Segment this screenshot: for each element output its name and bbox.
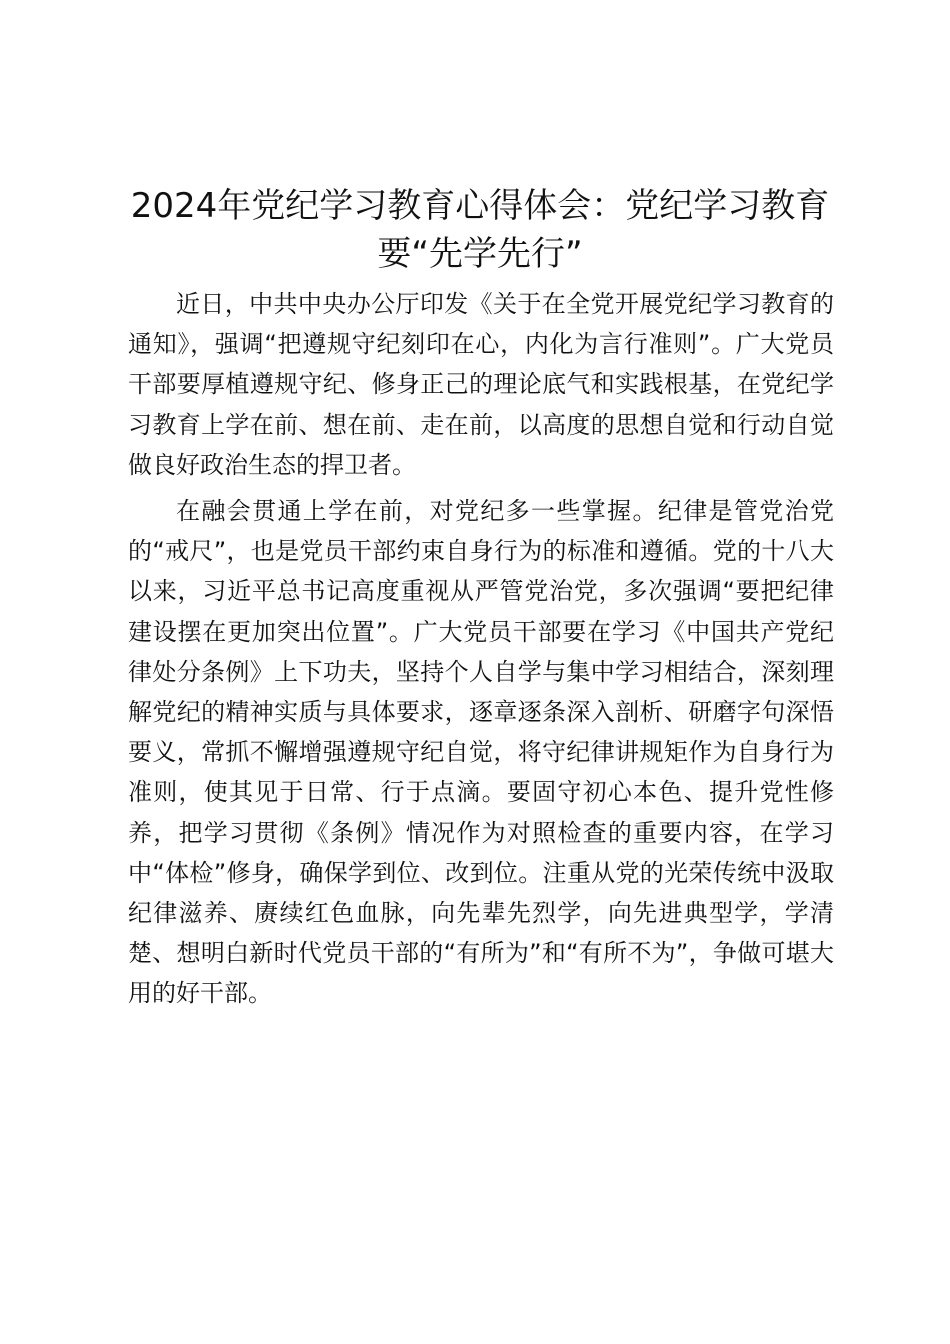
paragraph-1: 近日，中共中央办公厅印发《关于在全党开展党纪学习教育的通知》，强调“把遵规守纪刻印在心，内化为言行准则”。广大党员干部要厚植遵规守纪、修身正己的理论底气和实践根基，在党纪学习教育上学在前、想在前、走在前，以高度的思想自觉和行动自觉做良好政治生态的捍卫者。 [128, 290, 834, 479]
paragraph-2: 在融会贯通上学在前，对党纪多一些掌握。纪律是管党治党的“戒尺”，也是党员干部约束自身行为的标准和遵循。党的十八大以来，习近平总书记高度重视从严管党治党，多次强调“要把纪律建设摆在更加突出位置”。广大党员干部要在学习《中国共产党纪律处分条例》上下功夫，坚持个人自学与集中学习相结合，深刻理解党纪的精神实质与具体要求，逐章逐条深入剖析、研磨字句深悟要义，常抓不懈增强遵规守纪自觉，将守纪律讲规矩作为自身行为准则，使其见于日常、行于点滴。要固守初心本色、提升党性修养，把学习贯彻《条例》情况作为对照检查的重要内容，在学习中“体检”修身，确保学到位、改到位。注重从党的光荣传统中汲取纪律滋养、赓续红色血脉，向先辈先烈学，向先进典型学，学清楚、想明白新时代党员干部的“有所为”和“有所不为”，争做可堪大用的好干部。 [128, 497, 834, 1008]
document-title: 2024年党纪学习教育心得体会：党纪学习教育要“先学先行” [130, 186, 830, 274]
document-body [128, 284, 834, 1020]
